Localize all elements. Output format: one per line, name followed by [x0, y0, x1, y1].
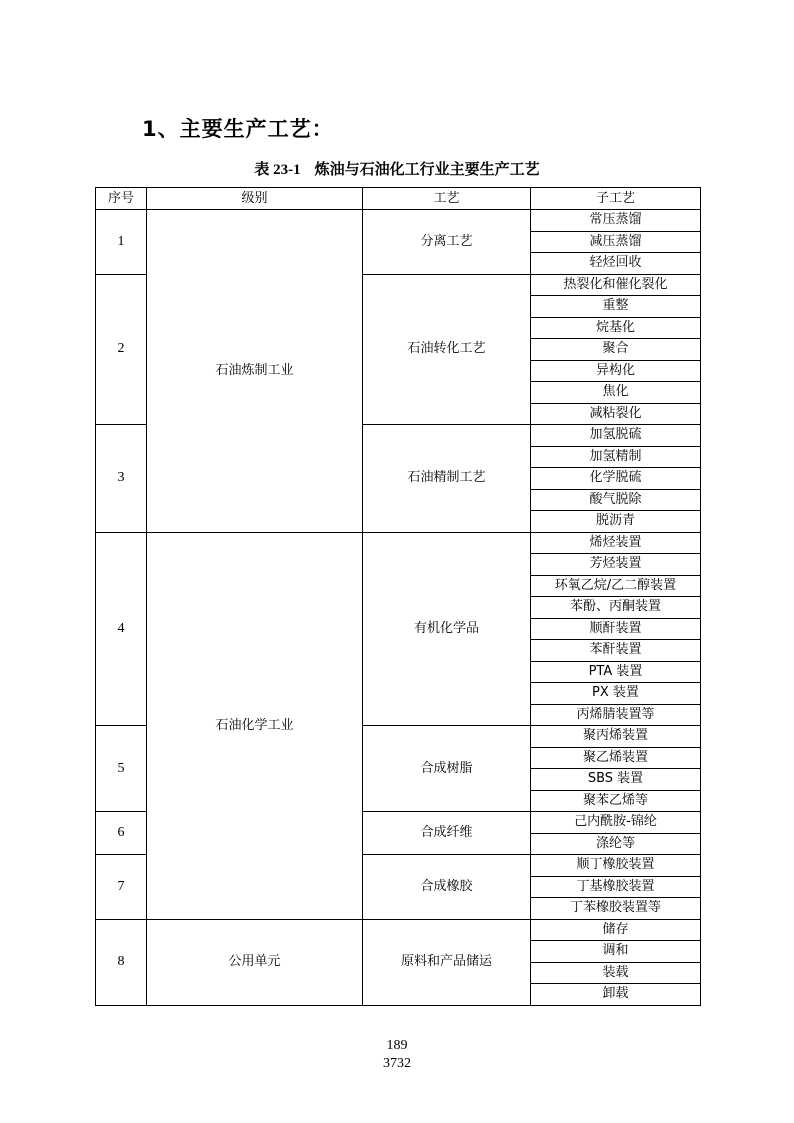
subprocess-cell: 储存 [531, 919, 701, 941]
header-level: 级别 [147, 188, 363, 210]
process-cell: 石油转化工艺 [363, 274, 531, 425]
process-cell: 分离工艺 [363, 210, 531, 275]
subprocess-cell: 装载 [531, 962, 701, 984]
row-index: 3 [96, 425, 147, 533]
level-cell: 石油化学工业 [147, 532, 363, 919]
table-row [96, 532, 701, 554]
subprocess-cell: 苯酐装置 [531, 640, 701, 662]
row-index: 4 [96, 532, 147, 726]
subprocess-cell: 芳烃装置 [531, 554, 701, 576]
page-number: 189 [386, 1038, 408, 1053]
subprocess-cell: 涤纶等 [531, 833, 701, 855]
table-caption [0, 158, 794, 179]
subprocess-cell: 聚苯乙烯等 [531, 790, 701, 812]
subprocess-cell: 丙烯腈装置等 [531, 704, 701, 726]
subprocess-cell: 聚丙烯装置 [531, 726, 701, 748]
subprocess-cell: 化学脱硫 [531, 468, 701, 490]
subprocess-cell: 加氢精制 [531, 446, 701, 468]
subprocess-cell: 聚合 [531, 339, 701, 361]
subprocess-cell: 苯酚、丙酮装置 [531, 597, 701, 619]
subprocess-cell: 烷基化 [531, 317, 701, 339]
row-index: 6 [96, 812, 147, 855]
subprocess-cell: 调和 [531, 941, 701, 963]
subprocess-cell: PTA 装置 [531, 661, 701, 683]
subprocess-cell: 卸载 [531, 984, 701, 1006]
section-heading: 1、主要生产工艺： [142, 117, 334, 141]
subprocess-cell: 常压蒸馏 [531, 210, 701, 232]
subprocess-cell: 环氧乙烷/乙二醇装置 [531, 575, 701, 597]
process-cell: 合成橡胶 [363, 855, 531, 920]
process-cell: 石油精制工艺 [363, 425, 531, 533]
subprocess-cell: 轻烃回收 [531, 253, 701, 275]
level-cell: 石油炼制工业 [147, 210, 363, 533]
row-index: 2 [96, 274, 147, 425]
row-index: 7 [96, 855, 147, 920]
subprocess-cell: PX 装置 [531, 683, 701, 705]
subprocess-cell: 酸气脱除 [531, 489, 701, 511]
table-caption-number: 表 23-1 [254, 162, 301, 178]
subprocess-cell: 热裂化和催化裂化 [531, 274, 701, 296]
process-cell: 合成树脂 [363, 726, 531, 812]
subprocess-cell: 脱沥青 [531, 511, 701, 533]
subprocess-cell: 减粘裂化 [531, 403, 701, 425]
header-subprocess: 子工艺 [531, 188, 701, 210]
subprocess-cell: 顺酐装置 [531, 618, 701, 640]
process-cell: 原料和产品储运 [363, 919, 531, 1005]
header-process: 工艺 [363, 188, 531, 210]
table-body [96, 210, 701, 1006]
subprocess-cell: 顺丁橡胶装置 [531, 855, 701, 877]
total-page-number: 3732 [383, 1056, 411, 1071]
row-index: 8 [96, 919, 147, 1005]
subprocess-cell: 异构化 [531, 360, 701, 382]
subprocess-cell: 减压蒸馏 [531, 231, 701, 253]
table-caption-title: 炼油与石油化工行业主要生产工艺 [314, 160, 540, 178]
subprocess-cell: 烯烃装置 [531, 532, 701, 554]
subprocess-cell: 加氢脱硫 [531, 425, 701, 447]
process-cell: 合成纤维 [363, 812, 531, 855]
subprocess-cell: 焦化 [531, 382, 701, 404]
subprocess-cell: 重整 [531, 296, 701, 318]
subprocess-cell: 丁苯橡胶装置等 [531, 898, 701, 920]
process-cell: 有机化学品 [363, 532, 531, 726]
subprocess-cell: 聚乙烯装置 [531, 747, 701, 769]
header-index: 序号 [96, 188, 147, 210]
table-row [96, 210, 701, 232]
subprocess-cell: SBS 装置 [531, 769, 701, 791]
level-cell: 公用单元 [147, 919, 363, 1005]
table-row [96, 919, 701, 941]
subprocess-cell: 己内酰胺-锦纶 [531, 812, 701, 834]
subprocess-cell: 丁基橡胶装置 [531, 876, 701, 898]
row-index: 5 [96, 726, 147, 812]
row-index: 1 [96, 210, 147, 275]
process-table [95, 187, 701, 1006]
table-header-row [96, 188, 701, 210]
